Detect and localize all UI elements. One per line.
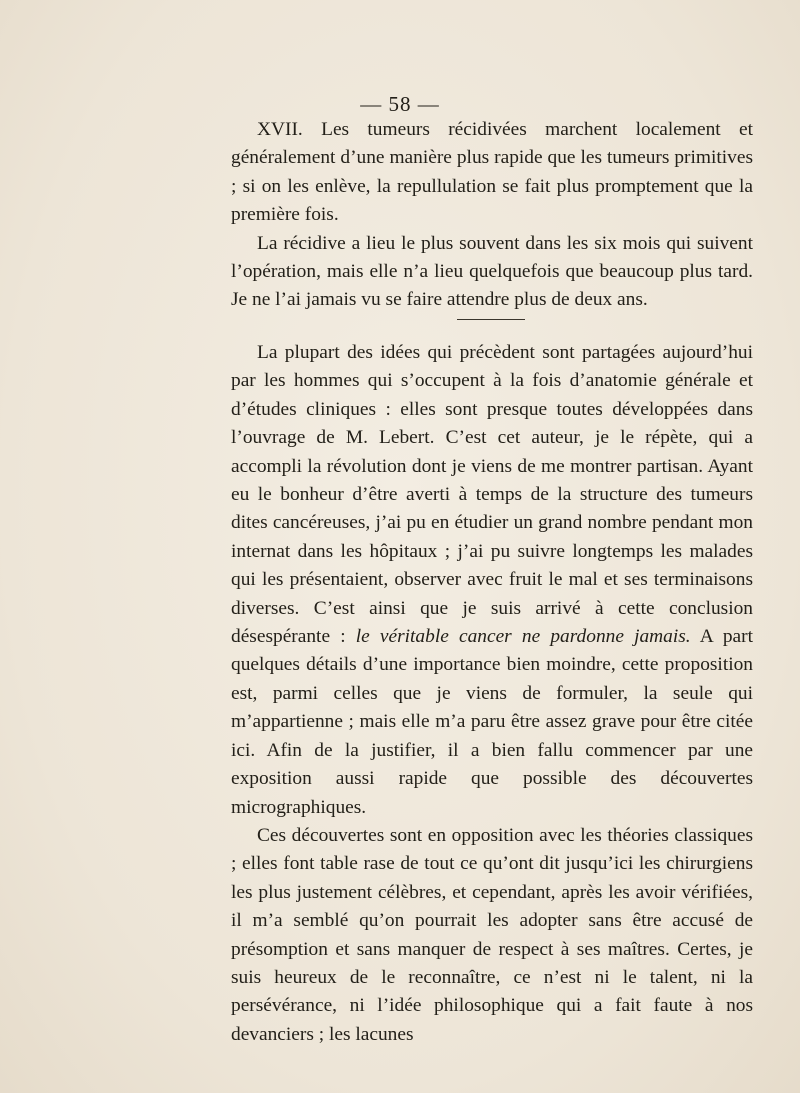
- paragraph: La récidive a lieu le plus souvent dans les six mois qui suivent l’opération, mais elle n’a lieu quelquefois que beaucoup plus tard. Je ne l’ai jamais vu se faire attendre plus de deux ans.: [231, 232, 753, 311]
- paragraph: [231, 339, 753, 822]
- paragraph-text: La plupart des idées qui précèdent sont partagées aujourd’hui par les hommes qui s’occupent à la fois d’anatomie générale et d’études cliniques : elles sont presque toutes développées dans l’ouvrage de M. Lebert. C’est cet auteur, je le répète, qui a accompli la révolution dont je viens de me montrer partisan. Ayant eu le bonheur d’être averti à temps de la structure des tumeurs dites cancéreuses, j’ai pu en étudier un grand nombre pendant mon internat dans les hôpitaux ; j’ai pu suivre longtemps les malades qui les présentaient, observer avec fruit le mal et ses terminaisons diverses. C’est ainsi que je suis arrivé à cette conclusion désespérante :: [231, 342, 753, 648]
- discussion-section: [231, 339, 753, 1049]
- page-number: — 58 —: [360, 92, 440, 116]
- emphasized-conclusion: le véritable cancer ne pardonne jamais.: [355, 626, 691, 648]
- paragraph: Ces découvertes sont en opposition avec les théories classiques ; elles font table rase de tout ce qu’ont dit jusqu’ici les chirurgiens les plus justement célèbres, et cependant, après les avoir vérifiées, il m’a semblé qu’on pourrait les adopter sans être accusé de présomption et sans manquer de respect à ses maîtres. Certes, je suis heureux de le reconnaître, ce n’est ni le talent, ni la persévérance, ni l’idée philosophique qui a fait faute à nos devanciers ; les lacunes: [231, 824, 753, 1045]
- section-xvii: [231, 116, 753, 315]
- section-separator: [457, 319, 525, 320]
- paragraph-text: A part quelques détails d’une importance bien moindre, cette proposition est, parmi celles que je viens de formuler, la seule qui m’appartienne ; mais elle m’a paru être assez grave pour être citée ici. Afin de la justifier, il a bien fallu commencer par une exposition aussi rapide que possible des découvertes micrographiques.: [231, 626, 753, 818]
- paragraph: XVII. Les tumeurs récidivées marchent localement et généralement d’une manière plus rapide que les tumeurs primitives ; si on les enlève, la repullulation se fait plus promptement que la première fois.: [231, 119, 753, 226]
